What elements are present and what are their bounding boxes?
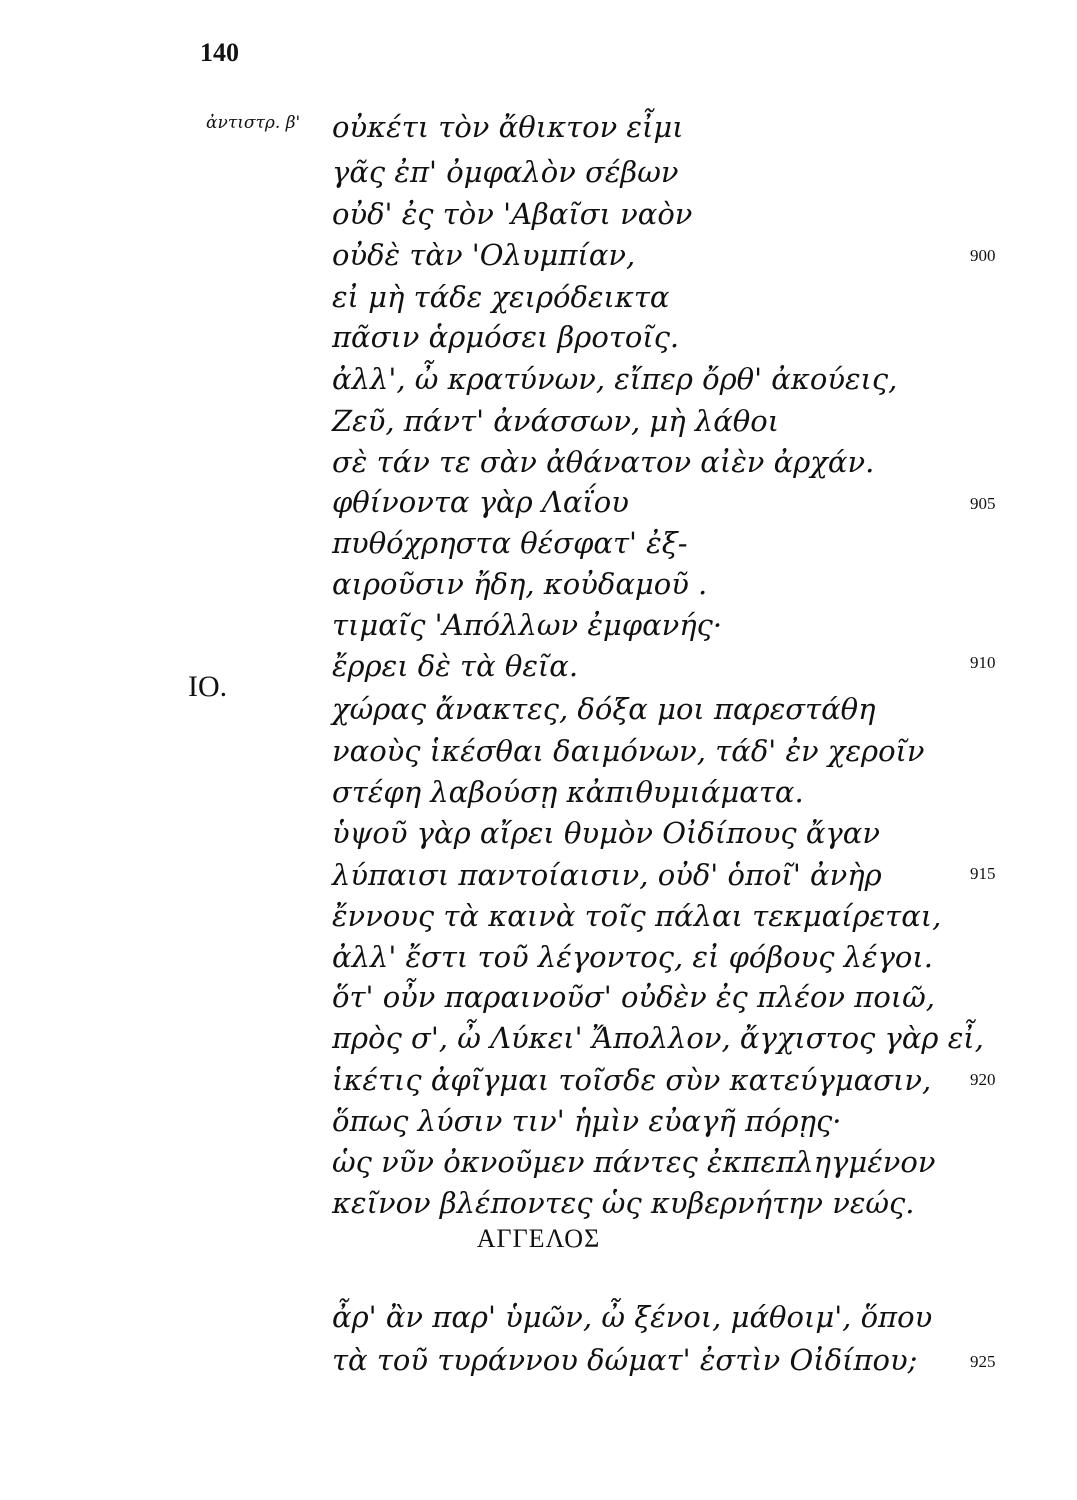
line-number: 910 — [970, 653, 996, 672]
verse-line: τιμαῖς 'Απόλλων ἐμφανής· — [332, 608, 723, 642]
speaker-label: ΙΟ. — [188, 670, 228, 703]
verse-line: αιροῦσιν ἤδη, κοὐδαμοῦ . — [332, 567, 708, 601]
verse-line: τὰ τοῦ τυράννου δώματ' ἐστὶν Οἰδίπου; — [332, 1343, 918, 1377]
verse-line: πυθόχρηστα θέσφατ' ἐξ- — [332, 526, 688, 560]
verse-line: κεῖνον βλέποντες ὡς κυβερνήτην νεώς. — [332, 1186, 915, 1220]
verse-line: ἆρ' ἂν παρ' ὑμῶν, ὦ ξένοι, μάθοιμ', ὅπου — [332, 1300, 933, 1334]
verse-line: ὅτ' οὖν παραινοῦσ' οὐδὲν ἐς πλέον ποιῶ, — [332, 980, 936, 1014]
verse-line: ὑψοῦ γὰρ αἴρει θυμὸν Οἰδίπους ἄγαν — [332, 816, 880, 850]
verse-line: ἔρρει δὲ τὰ θεῖα. — [332, 649, 579, 683]
verse-line: χώρας ἄνακτες, δόξα μοι παρεστάθη — [332, 692, 876, 726]
line-number: 925 — [970, 1352, 996, 1371]
verse-line: πᾶσιν ἁρμόσει βροτοῖς. — [332, 320, 680, 354]
verse-line: ὅπως λύσιν τιν' ἡμὶν εὐαγῆ πόρῃς· — [332, 1104, 842, 1138]
verse-line: ἀλλ' ἔστι τοῦ λέγοντος, εἰ φόβους λέγοι. — [332, 940, 933, 974]
page-number: 140 — [200, 38, 239, 67]
line-number: 900 — [970, 246, 996, 265]
strophe-label: ἀντιστρ. β' — [206, 113, 301, 133]
verse-line: σὲ τάν τε σὰν ἀθάνατον αἰὲν ἀρχάν. — [332, 445, 875, 479]
verse-line: λύπαισι παντοίαισιν, οὐδ' ὁποῖ' ἀνὴρ — [332, 858, 882, 892]
verse-line: γᾶς ἐπ' ὀμφαλὸν σέβων — [332, 155, 679, 189]
verse-line: ἔννους τὰ καινὰ τοῖς πάλαι τεκμαίρεται, — [332, 899, 942, 933]
verse-line: οὐδὲ τὰν 'Ολυμπίαν, — [332, 238, 636, 272]
line-number: 915 — [970, 864, 996, 883]
verse-line: εἰ μὴ τάδε χειρόδεικτα — [332, 280, 670, 314]
verse-line: οὐδ' ἐς τὸν 'Αβαῖσι ναὸν — [332, 197, 693, 231]
verse-line: ἀλλ', ὦ κρατύνων, εἴπερ ὄρθ' ἀκούεις, — [332, 362, 898, 396]
line-number: 905 — [970, 494, 996, 513]
verse-line: ἱκέτις ἀφῖγμαι τοῖσδε σὺν κατεύγμασιν, — [332, 1063, 932, 1097]
verse-line: στέφη λαβούσῃ κἀπιθυμιάματα. — [332, 775, 804, 809]
line-number: 920 — [970, 1070, 996, 1089]
verse-line: Ζεῦ, πάντ' ἀνάσσων, μὴ λάθοι — [332, 404, 780, 438]
verse-line: οὐκέτι τὸν ἄθικτον εἶμι — [332, 110, 684, 144]
verse-line: ναοὺς ἱκέσθαι δαιμόνων, τάδ' ἐν χεροῖν — [332, 734, 925, 768]
verse-line: πρὸς σ', ὦ Λύκει' Ἄπολλον, ἄγχιστος γὰρ εἶ, — [332, 1021, 984, 1055]
verse-line: φθίνοντα γὰρ Λαΐου — [332, 485, 629, 519]
verse-line: ὡς νῦν ὀκνοῦμεν πάντες ἐκπεπληγμένον — [332, 1145, 936, 1179]
speaker-heading: ΑΓΓΕΛΟΣ — [476, 1224, 601, 1253]
